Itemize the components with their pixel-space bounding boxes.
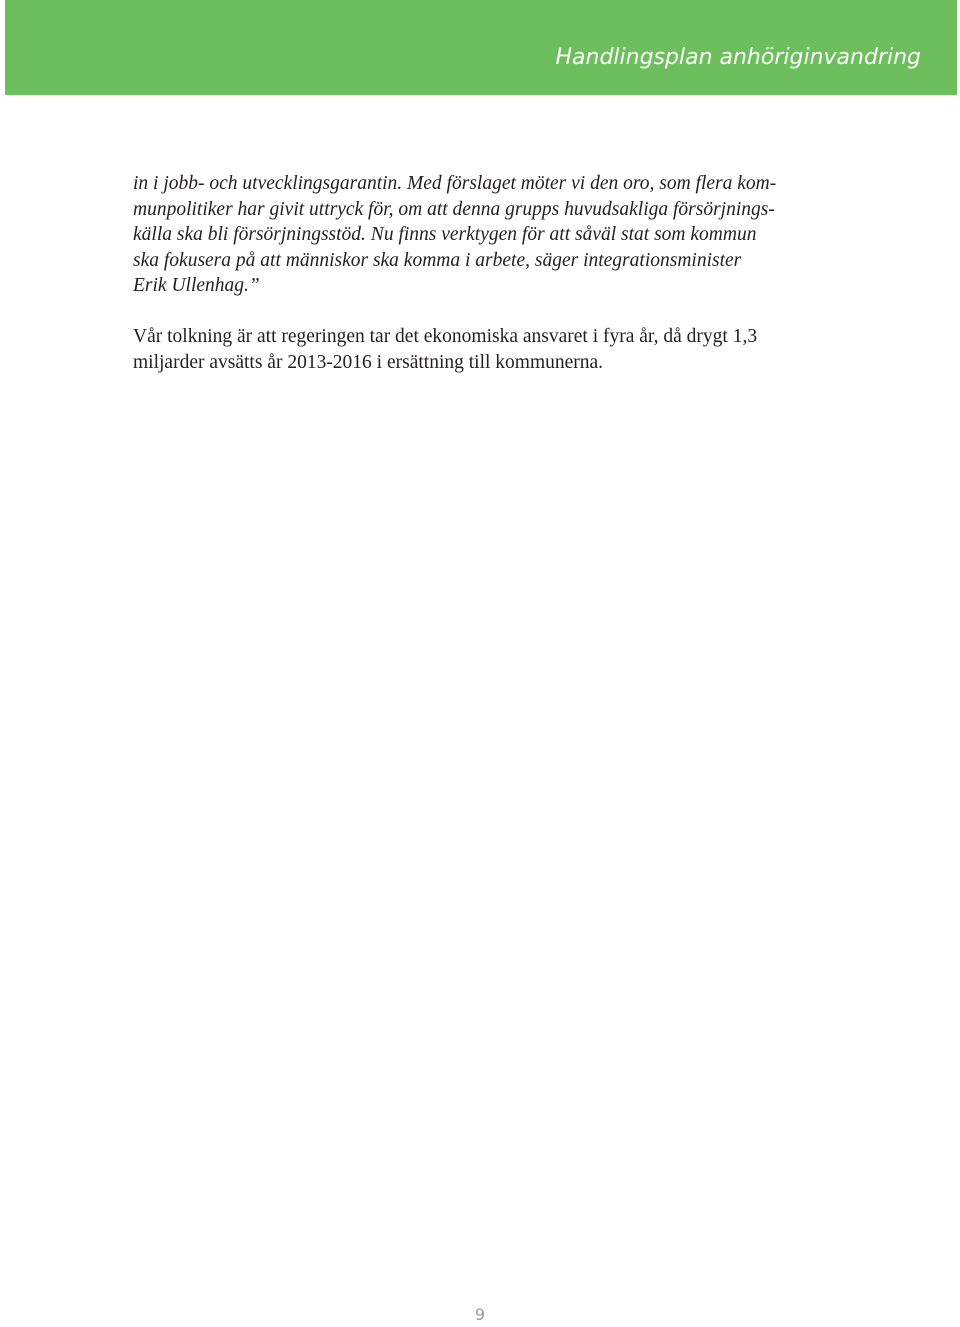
text-line: källa ska bli försörjningsstöd. Nu finns verktygen för att såväl stat som kommun [133, 224, 757, 245]
text-line: munpolitiker har givit uttryck för, om att denna grupps huvudsakliga försörjnings- [133, 198, 775, 220]
text-line: miljarder avsätts år 2013-2016 i ersättning till kommunerna. [133, 351, 604, 373]
text-line: in i jobb- och utvecklingsgarantin. Med förslaget möter vi den oro, som flera kom- [133, 173, 777, 194]
text-line: ska fokusera på att människor ska komma i arbete, säger integrationsminister [133, 249, 742, 271]
text-line: Erik Ullenhag.” [133, 275, 260, 296]
body-text [133, 171, 833, 375]
quote-paragraph [133, 171, 833, 299]
page-number: 9 [474, 1305, 486, 1324]
document-title: Handlingsplan anhöriginvandring [555, 45, 921, 70]
body-paragraph [133, 324, 833, 375]
header-band [5, 0, 957, 95]
text-line: Vår tolkning är att regeringen tar det ekonomiska ansvaret i fyra år, då drygt 1,3 [133, 326, 758, 347]
